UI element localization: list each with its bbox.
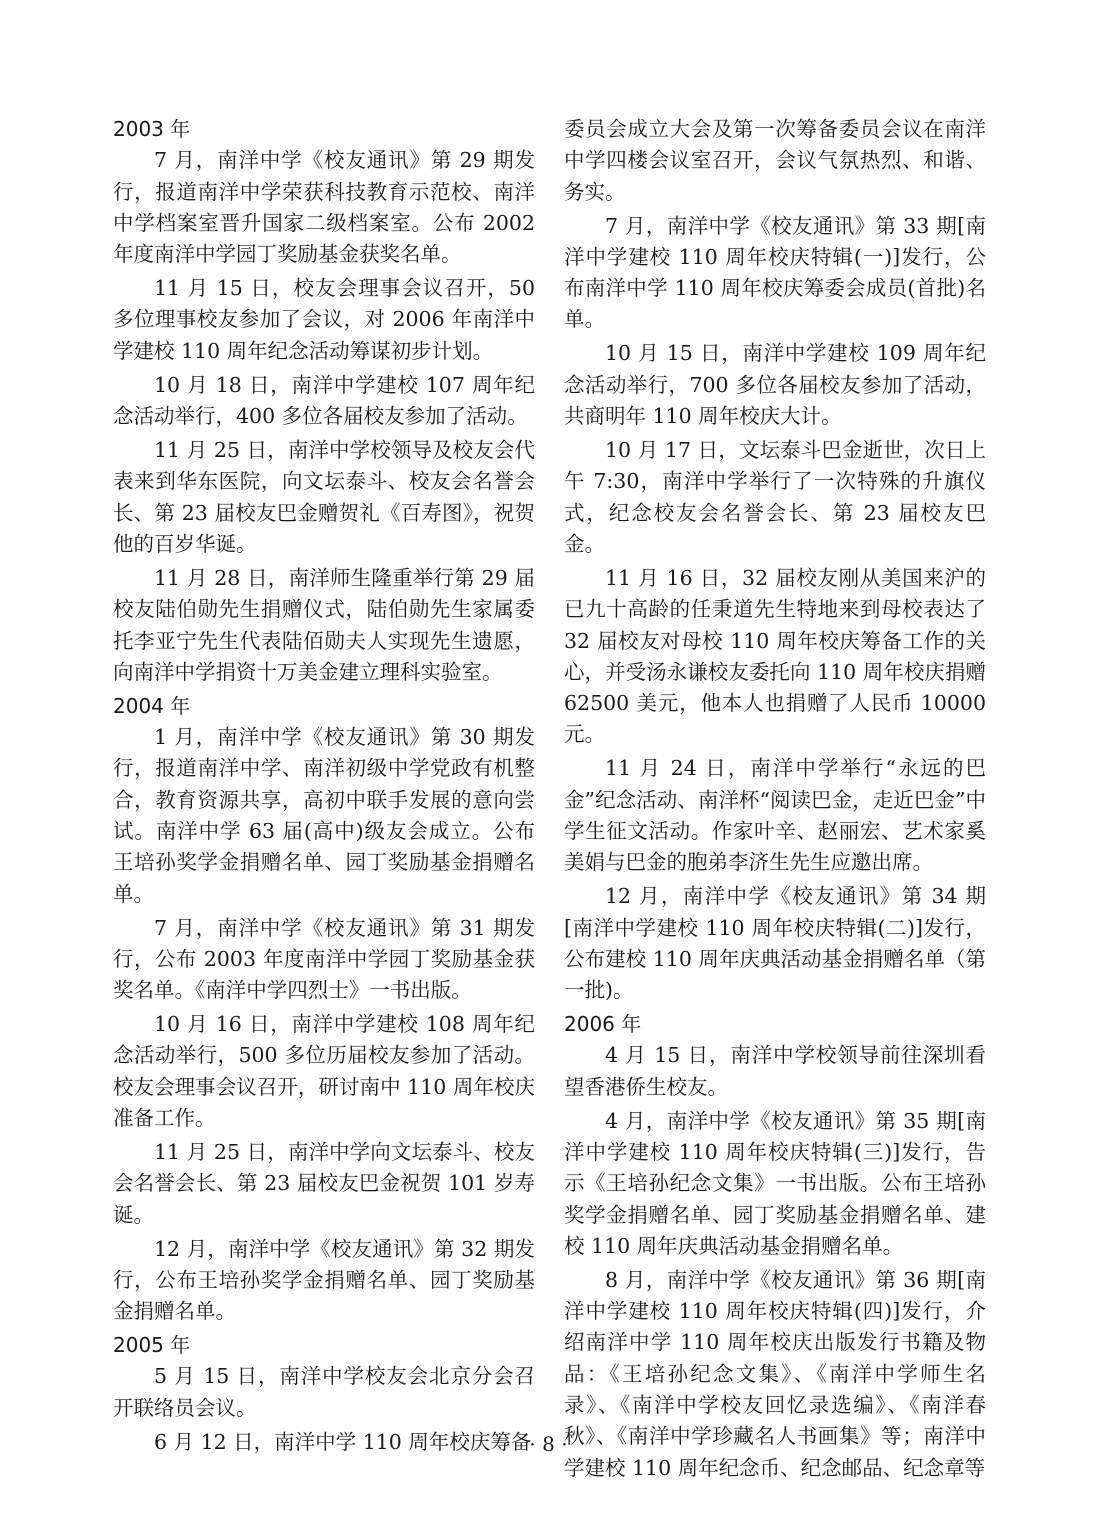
chronicle-entry: 4 月，南洋中学《校友通讯》第 35 期[南洋中学建校 110 周年校庆特辑(三)]发行，告示《王培孙纪念文集》一书出版。公布王培孙奖学金捐赠名单、园丁奖励基金捐赠名单、建校 110 周年庆典活动基金捐赠名单。 <box>564 1108 986 1258</box>
chronicle-entry: 10 月 15 日，南洋中学建校 109 周年纪念活动举行，700 多位各届校友参加了活动，共商明年 110 周年校庆大计。 <box>564 341 986 429</box>
chronicle-entry-continued: 委员会成立大会及第一次筹备委员会议在南洋中学四楼会议室召开，会议气氛热烈、和谐、务实。 <box>564 117 986 204</box>
year-heading: 2003 年 <box>113 117 191 141</box>
chronicle-entry: 11 月 15 日，校友会理事会议召开，50 多位理事校友参加了会议，对 2006 年南洋中学建校 110 周年纪念活动筹谋初步计划。 <box>113 276 535 363</box>
right-column <box>564 114 986 1487</box>
chronicle-entry: 7 月，南洋中学《校友通讯》第 31 期发行，公布 2003 年度南洋中学园丁奖励基金获奖名单。《南洋中学四烈士》一书出版。 <box>113 915 535 1003</box>
chronicle-entry: 12 月，南洋中学《校友通讯》第 34 期[南洋中学建校 110 周年校庆特辑(二)]发行，公布建校 110 周年庆典活动基金捐赠名单（第一批)。 <box>564 884 986 1003</box>
year-heading: 2006 年 <box>564 1012 642 1037</box>
chronicle-entry: 11 月 24 日，南洋中学举行“永远的巴金”纪念活动、南洋杯“阅读巴金，走近巴金”中学生征文活动。作家叶辛、赵丽宏、艺术家奚美娟与巴金的胞弟李济生先生应邀出席。 <box>564 756 986 875</box>
chronicle-entry: 1 月，南洋中学《校友通讯》第 30 期发行，报道南洋中学、南洋初级中学党政有机整合，教育资源共享，高初中联手发展的意向尝试。南洋中学 63 届(高中)级友会成立。公布王培孙奖学金捐赠名单、园丁奖励基金捐赠名单。 <box>113 725 535 906</box>
year-heading: 2004 年 <box>113 693 191 718</box>
chronicle-entry: 8 月，南洋中学《校友通讯》第 36 期[南洋中学建校 110 周年校庆特辑(四)]发行，介绍南洋中学 110 周年校庆出版发行书籍及物品：《王培孙纪念文集》、《南洋中学师生名录》、《南洋中学校友回忆录选编》、《南洋春秋》、《南洋中学珍藏名人书画集》等；南洋中学建校 110 周年纪念币、纪念邮品、纪念章等 <box>564 1267 986 1480</box>
chronicle-entry: 10 月 16 日，南洋中学建校 108 周年纪念活动举行，500 多位历届校友参加了活动。校友会理事会议召开，研讨南中 110 周年校庆准备工作。 <box>113 1012 535 1131</box>
chronicle-entry: 5 月 15 日，南洋中学校友会北京分会召开联络员会议。 <box>113 1364 535 1420</box>
page-number: · 8 · <box>529 1432 568 1456</box>
chronicle-entry: 11 月 25 日，南洋中学向文坛泰斗、校友会名誉会长、第 23 届校友巴金祝贺 101 岁寿诞。 <box>113 1140 535 1227</box>
chronicle-entry: 11 月 25 日，南洋中学校领导及校友会代表来到华东医院，向文坛泰斗、校友会名誉会长、第 23 届校友巴金赠贺礼《百寿图》，祝贺他的百岁华诞。 <box>113 438 535 556</box>
chronicle-entry: 10 月 18 日，南洋中学建校 107 周年纪念活动举行，400 多位各届校友参加了活动。 <box>113 372 535 429</box>
year-heading: 2005 年 <box>113 1333 191 1358</box>
left-column <box>113 114 535 1461</box>
chronicle-entry: 11 月 16 日，32 届校友刚从美国来沪的已九十高龄的任秉道先生特地来到母校表达了 32 届校友对母校 110 周年校庆筹备工作的关心，并受汤永谦校友委托向 110 周年校庆捐赠 62500 美元，他本人也捐赠了人民币 10000 元。 <box>564 565 986 747</box>
chronicle-entry: 4 月 15 日，南洋中学校领导前往深圳看望香港侨生校友。 <box>564 1043 986 1099</box>
chronicle-entry: 11 月 28 日，南洋师生隆重举行第 29 届校友陆伯勋先生捐赠仪式，陆伯勋先生家属委托李亚宁先生代表陆佰勋夫人实现先生遗愿，向南洋中学捐资十万美金建立理科实验室。 <box>113 565 535 684</box>
chronicle-entry: 6 月 12 日，南洋中学 110 周年校庆筹备 <box>154 1429 532 1454</box>
chronicle-entry: 7 月，南洋中学《校友通讯》第 33 期[南洋中学建校 110 周年校庆特辑(一)]发行，公布南洋中学 110 周年校庆筹委会成员(首批)名单。 <box>564 213 986 332</box>
chronicle-entry: 12 月，南洋中学《校友通讯》第 32 期发行，公布王培孙奖学金捐赠名单、园丁奖励基金捐赠名单。 <box>113 1236 535 1324</box>
chronicle-entry: 7 月，南洋中学《校友通讯》第 29 期发行，报道南洋中学荣获科技教育示范校、南洋中学档案室晋升国家二级档案室。公布 2002 年度南洋中学园丁奖励基金获奖名单。 <box>113 148 535 267</box>
chronicle-entry: 10 月 17 日，文坛泰斗巴金逝世，次日上午 7:30，南洋中学举行了一次特殊的升旗仪式，纪念校友会名誉会长、第 23 届校友巴金。 <box>564 438 986 556</box>
